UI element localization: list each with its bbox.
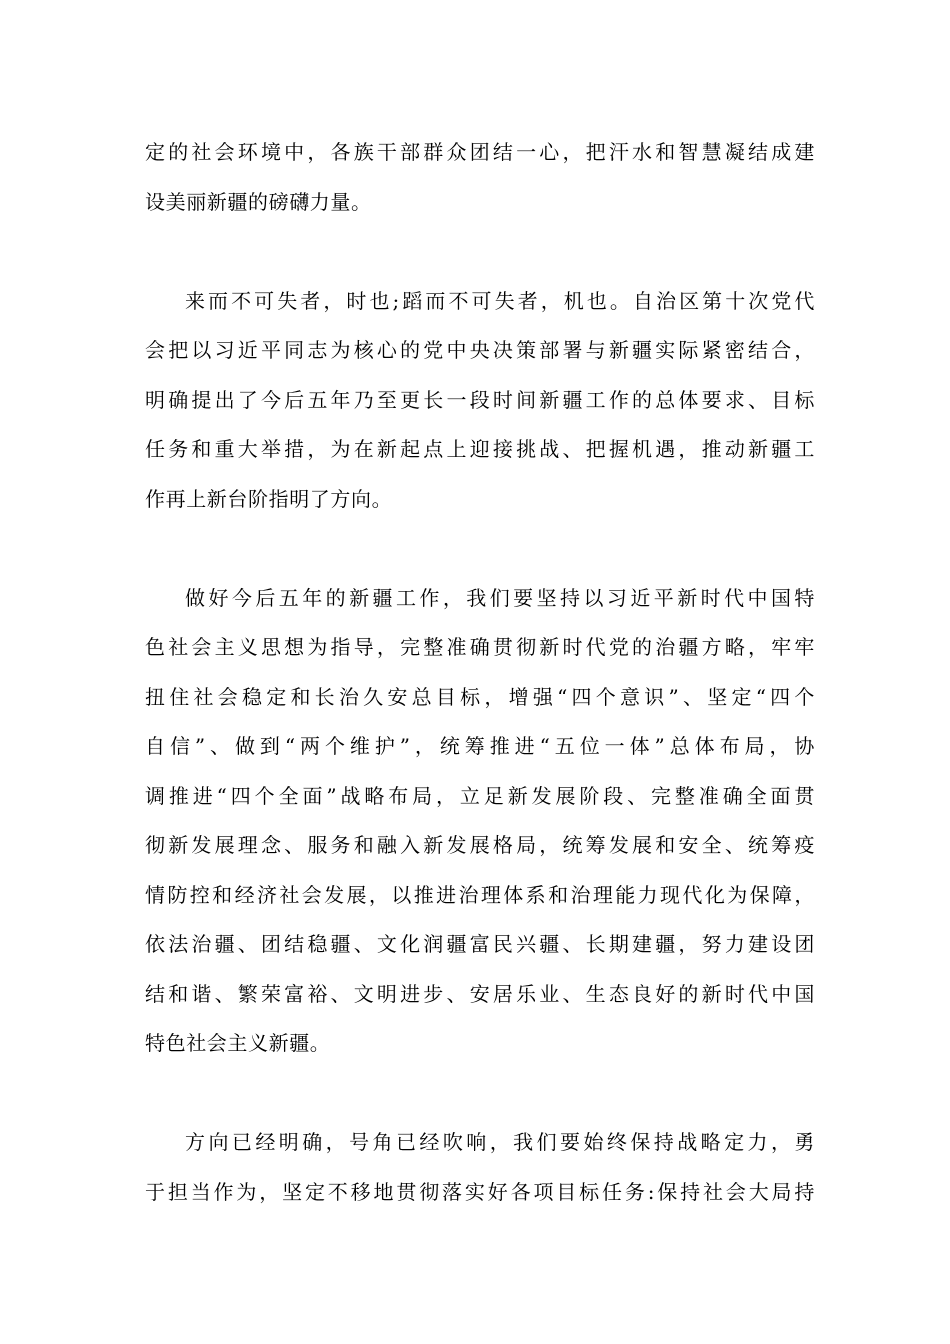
text-line: 明确提出了今后五年乃至更长一段时间新疆工作的总体要求、目标	[145, 387, 815, 412]
text-line: 自信”、做到“两个维护”，统筹推进“五位一体”总体布局，协	[145, 734, 815, 758]
text-line: 设美丽新疆的磅礴力量。	[145, 189, 372, 214]
paragraph-3	[145, 574, 815, 1069]
text-line: 结和谐、繁荣富裕、文明进步、安居乐业、生态良好的新时代中国	[145, 981, 815, 1006]
text-line: 来而不可失者，时也;蹈而不可失者，机也。自治区第十次党代	[185, 288, 815, 313]
text-line: 色社会主义思想为指导，完整准确贯彻新时代党的治疆方略，牢牢	[145, 635, 815, 659]
text-line: 定的社会环境中，各族干部群众团结一心，把汗水和智慧凝结成建	[145, 140, 815, 164]
text-line: 任务和重大举措，为在新起点上迎接挑战、把握机遇，推动新疆工	[145, 437, 815, 461]
text-line: 情防控和经济社会发展，以推进治理体系和治理能力现代化为保障，	[145, 882, 815, 907]
text-line: 扭住社会稳定和长治久安总目标，增强“四个意识”、坚定“四个	[145, 684, 815, 709]
document-page	[145, 128, 815, 1267]
text-line: 作再上新台阶指明了方向。	[145, 486, 393, 511]
paragraph-4	[145, 1118, 815, 1217]
text-line: 依法治疆、团结稳疆、文化润疆富民兴疆、长期建疆，努力建设团	[145, 932, 815, 956]
paragraph-1	[145, 128, 815, 227]
text-line: 做好今后五年的新疆工作，我们要坚持以习近平新时代中国特	[185, 585, 815, 610]
text-line: 调推进“四个全面”战略布局，立足新发展阶段、完整准确全面贯	[145, 783, 815, 808]
text-line: 特色社会主义新疆。	[145, 1031, 331, 1055]
text-line: 方向已经明确，号角已经吹响，我们要始终保持战略定力，勇	[185, 1130, 815, 1154]
text-line: 彻新发展理念、服务和融入新发展格局，统筹发展和安全、统筹疫	[145, 833, 815, 857]
paragraph-2	[145, 277, 815, 525]
text-line: 于担当作为，坚定不移地贯彻落实好各项目标任务:保持社会大局持	[145, 1179, 815, 1204]
text-line: 会把以习近平同志为核心的党中央决策部署与新疆实际紧密结合，	[145, 338, 815, 362]
